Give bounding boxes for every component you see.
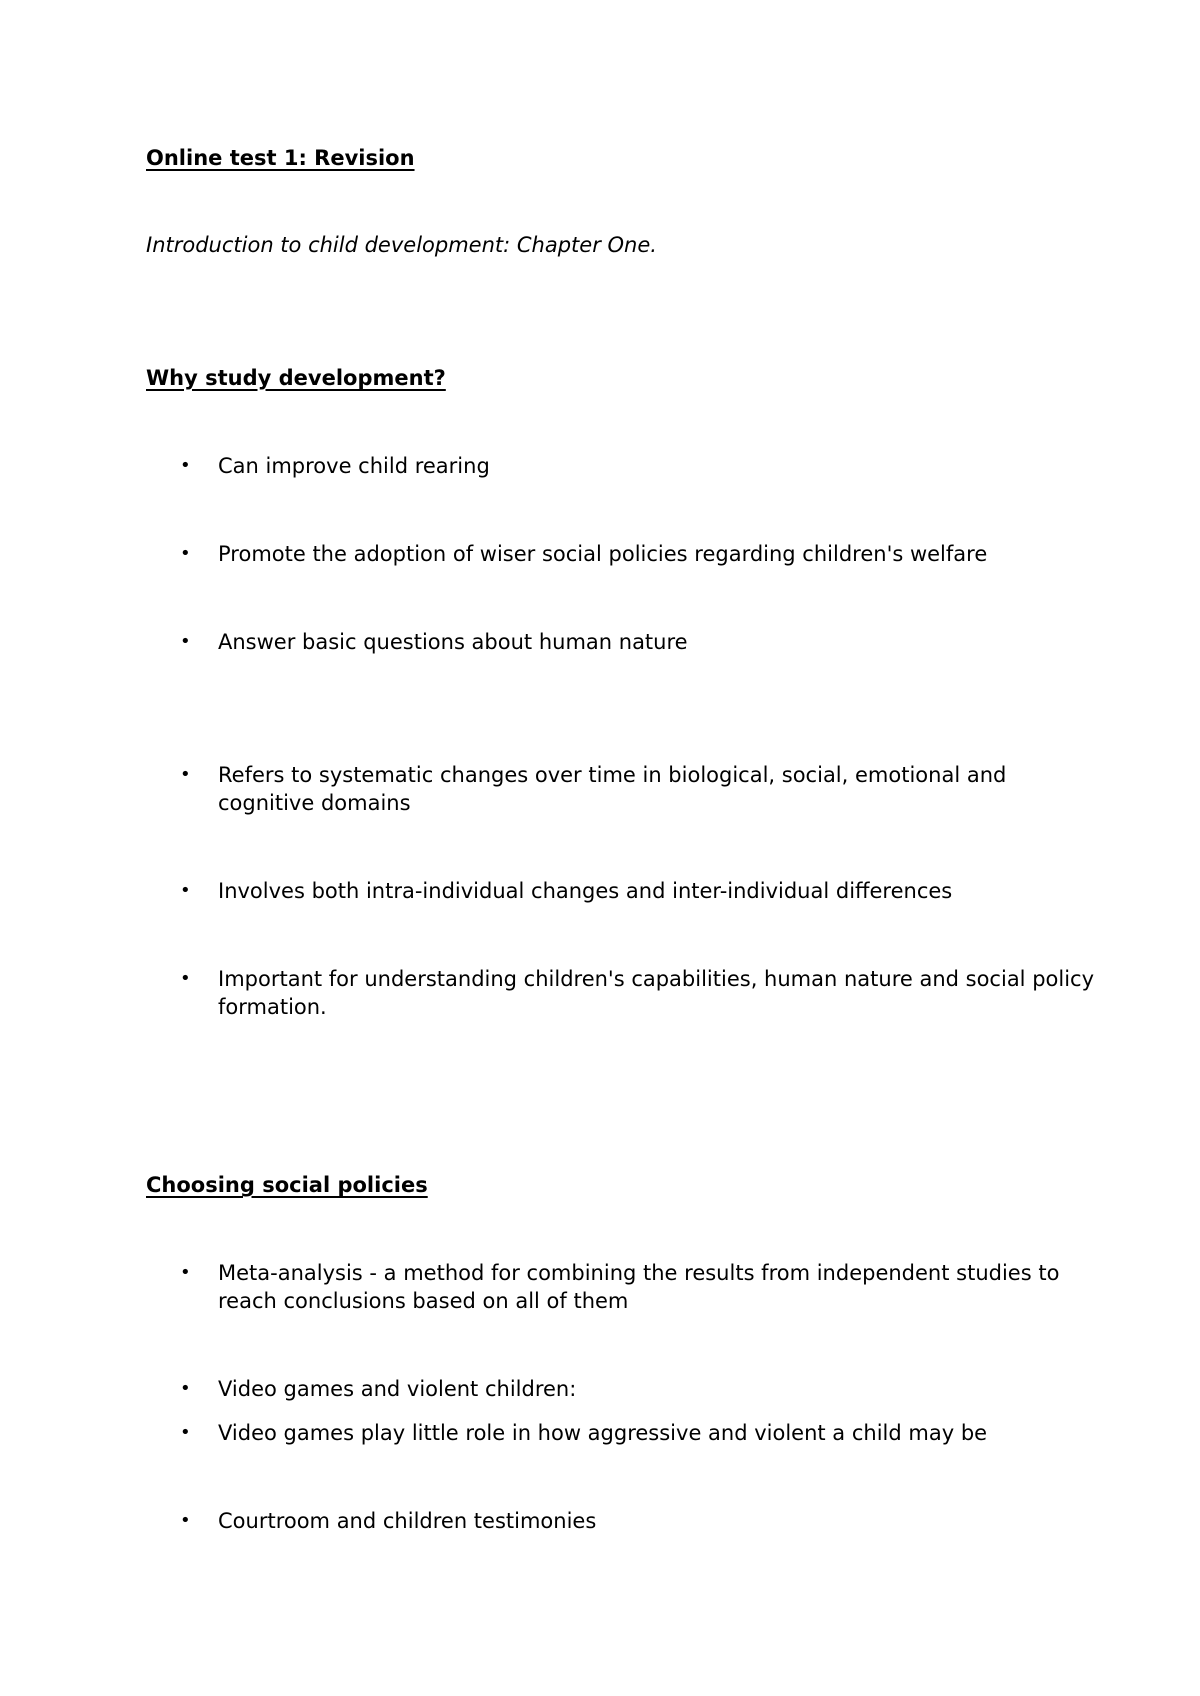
bullet-dot-icon: •	[180, 455, 191, 476]
bullet-dot-icon: •	[180, 1422, 191, 1443]
bullet-dot-icon: •	[180, 764, 191, 785]
bullet-dot-icon: •	[180, 880, 191, 901]
list-item: Answer basic questions about human nature	[218, 630, 688, 654]
list-item: Video games play little role in how aggressive and violent a child may be	[218, 1421, 988, 1445]
bullet-dot-icon: •	[180, 543, 191, 564]
document-subtitle: Introduction to child development: Chapter One.	[146, 233, 657, 257]
bullet-dot-icon: •	[180, 1510, 191, 1531]
bullet-dot-icon: •	[180, 631, 191, 652]
bullet-dot-icon: •	[180, 1378, 191, 1399]
list-item: Video games and violent children:	[218, 1377, 577, 1401]
list-item: Refers to systematic changes over time in biological, social, emotional and cognitive domains	[218, 763, 1007, 815]
section-heading-why-study: Why study development?	[146, 366, 446, 390]
list-item: Meta-analysis - a method for combining the results from independent studies to reach conclusions based on all of them	[218, 1261, 1060, 1313]
list-item: Involves both intra-individual changes and inter-individual differences	[218, 879, 953, 903]
bullet-dot-icon: •	[180, 968, 191, 989]
bullet-dot-icon: •	[180, 1262, 191, 1283]
list-item: Courtroom and children testimonies	[218, 1509, 597, 1533]
list-item: Promote the adoption of wiser social policies regarding children's welfare	[218, 542, 988, 566]
list-item: Can improve child rearing	[218, 454, 490, 478]
document-title: Online test 1: Revision	[146, 146, 415, 170]
list-item: Important for understanding children's capabilities, human nature and social policy formation.	[218, 967, 1095, 1019]
section-heading-choosing-social-policies: Choosing social policies	[146, 1173, 428, 1197]
